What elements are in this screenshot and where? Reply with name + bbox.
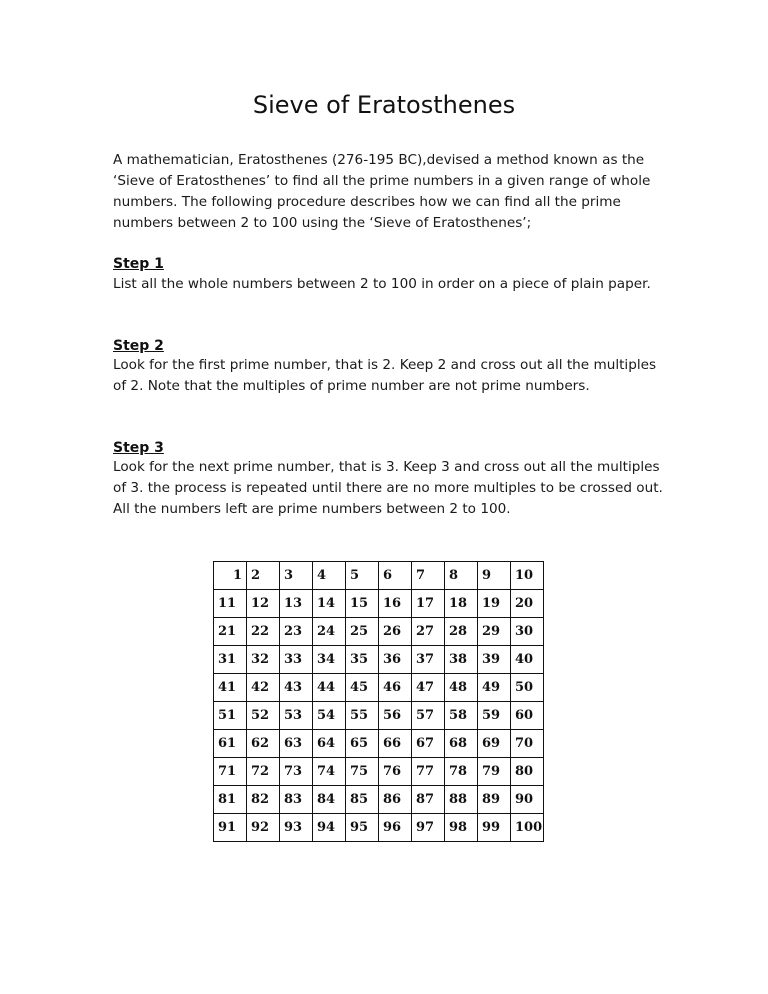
- grid-cell: 61: [214, 730, 247, 758]
- grid-cell: 69: [478, 730, 511, 758]
- step-3-heading: Step 3: [113, 440, 164, 456]
- grid-cell: 23: [280, 618, 313, 646]
- grid-row: [214, 786, 544, 814]
- grid-cell: 75: [346, 758, 379, 786]
- grid-cell: 39: [478, 646, 511, 674]
- grid-cell: 88: [445, 786, 478, 814]
- grid-cell: 47: [412, 674, 445, 702]
- grid-cell: 27: [412, 618, 445, 646]
- grid-cell: 54: [313, 702, 346, 730]
- grid-cell: 92: [247, 814, 280, 842]
- grid-cell: 95: [346, 814, 379, 842]
- grid-row: [214, 646, 544, 674]
- grid-cell: 7: [412, 562, 445, 590]
- grid-cell: 53: [280, 702, 313, 730]
- grid-cell: 83: [280, 786, 313, 814]
- grid-cell: 46: [379, 674, 412, 702]
- grid-cell: 76: [379, 758, 412, 786]
- grid-cell: 35: [346, 646, 379, 674]
- intro-paragraph: A mathematician, Eratosthenes (276-195 BC),devised a method known as the ‘Sieve of Eratosthenes’ to find all the prime numbers in a given range of whole numbers. The following procedure describes how we can find all the prime numbers between 2 to 100 using the ‘Sieve of Eratosthenes’;: [113, 152, 651, 231]
- grid-cell: 34: [313, 646, 346, 674]
- grid-cell: 91: [214, 814, 247, 842]
- grid-cell: 70: [511, 730, 544, 758]
- grid-cell: 64: [313, 730, 346, 758]
- grid-cell: 98: [445, 814, 478, 842]
- grid-cell: 87: [412, 786, 445, 814]
- step-1-body: List all the whole numbers between 2 to 100 in order on a piece of plain paper.: [113, 276, 651, 292]
- grid-cell: 51: [214, 702, 247, 730]
- grid-row: [214, 758, 544, 786]
- grid-cell: 59: [478, 702, 511, 730]
- grid-cell: 20: [511, 590, 544, 618]
- grid-cell: 26: [379, 618, 412, 646]
- grid-cell: 11: [214, 590, 247, 618]
- grid-cell: 5: [346, 562, 379, 590]
- grid-cell: 99: [478, 814, 511, 842]
- grid-cell: 38: [445, 646, 478, 674]
- grid-cell: 96: [379, 814, 412, 842]
- number-grid-body: [214, 562, 544, 842]
- grid-cell: 84: [313, 786, 346, 814]
- grid-cell: 45: [346, 674, 379, 702]
- grid-row: [214, 618, 544, 646]
- grid-cell: 9: [478, 562, 511, 590]
- grid-cell: 100: [511, 814, 544, 842]
- grid-cell: 2: [247, 562, 280, 590]
- grid-row: [214, 702, 544, 730]
- grid-cell: 62: [247, 730, 280, 758]
- grid-cell: 60: [511, 702, 544, 730]
- grid-cell: 16: [379, 590, 412, 618]
- grid-cell: 18: [445, 590, 478, 618]
- grid-cell: 77: [412, 758, 445, 786]
- grid-cell: 81: [214, 786, 247, 814]
- grid-cell: 71: [214, 758, 247, 786]
- grid-cell: 33: [280, 646, 313, 674]
- grid-cell: 57: [412, 702, 445, 730]
- grid-cell: 49: [478, 674, 511, 702]
- grid-cell: 48: [445, 674, 478, 702]
- grid-cell: 72: [247, 758, 280, 786]
- grid-row: [214, 590, 544, 618]
- grid-cell: 56: [379, 702, 412, 730]
- grid-cell: 25: [346, 618, 379, 646]
- grid-cell: 10: [511, 562, 544, 590]
- grid-row: [214, 814, 544, 842]
- document-title: Sieve of Eratosthenes: [252, 91, 516, 119]
- grid-cell: 17: [412, 590, 445, 618]
- grid-cell: 21: [214, 618, 247, 646]
- grid-cell: 66: [379, 730, 412, 758]
- grid-cell: 6: [379, 562, 412, 590]
- grid-cell: 15: [346, 590, 379, 618]
- grid-cell: 13: [280, 590, 313, 618]
- grid-cell: 94: [313, 814, 346, 842]
- grid-cell: 32: [247, 646, 280, 674]
- grid-cell: 80: [511, 758, 544, 786]
- grid-cell: 40: [511, 646, 544, 674]
- grid-cell: 42: [247, 674, 280, 702]
- grid-cell: 24: [313, 618, 346, 646]
- grid-cell: 73: [280, 758, 313, 786]
- grid-cell: 12: [247, 590, 280, 618]
- grid-row: [214, 730, 544, 758]
- grid-cell: 50: [511, 674, 544, 702]
- grid-cell: 37: [412, 646, 445, 674]
- step-1-heading: Step 1: [113, 256, 164, 272]
- grid-cell: 65: [346, 730, 379, 758]
- grid-cell: 67: [412, 730, 445, 758]
- grid-cell: 97: [412, 814, 445, 842]
- step-2-heading: Step 2: [113, 338, 164, 354]
- grid-cell: 28: [445, 618, 478, 646]
- step-3-body: Look for the next prime number, that is 3. Keep 3 and cross out all the multiples of 3. the process is repeated until there are no more multiples to be crossed out. All the numbers left are prime numbers between 2 to 100.: [113, 459, 663, 517]
- grid-cell: 22: [247, 618, 280, 646]
- grid-cell: 78: [445, 758, 478, 786]
- grid-cell: 44: [313, 674, 346, 702]
- grid-cell: 86: [379, 786, 412, 814]
- grid-cell: 19: [478, 590, 511, 618]
- grid-cell: 52: [247, 702, 280, 730]
- grid-cell: 74: [313, 758, 346, 786]
- grid-cell: 58: [445, 702, 478, 730]
- grid-cell: 43: [280, 674, 313, 702]
- grid-cell: 55: [346, 702, 379, 730]
- grid-cell: 68: [445, 730, 478, 758]
- step-2-body: Look for the first prime number, that is 2. Keep 2 and cross out all the multiples of 2. Note that the multiples of prime number are not prime numbers.: [113, 357, 657, 394]
- grid-cell: 8: [445, 562, 478, 590]
- grid-cell: 4: [313, 562, 346, 590]
- grid-cell: 30: [511, 618, 544, 646]
- grid-cell: 41: [214, 674, 247, 702]
- grid-cell: 85: [346, 786, 379, 814]
- grid-cell: 82: [247, 786, 280, 814]
- grid-cell: 3: [280, 562, 313, 590]
- grid-cell: 1: [214, 562, 247, 590]
- grid-cell: 79: [478, 758, 511, 786]
- number-grid: [213, 561, 544, 842]
- grid-cell: 29: [478, 618, 511, 646]
- grid-cell: 14: [313, 590, 346, 618]
- grid-cell: 36: [379, 646, 412, 674]
- grid-cell: 89: [478, 786, 511, 814]
- grid-cell: 93: [280, 814, 313, 842]
- grid-row: [214, 674, 544, 702]
- grid-cell: 63: [280, 730, 313, 758]
- grid-cell: 90: [511, 786, 544, 814]
- grid-cell: 31: [214, 646, 247, 674]
- grid-row: [214, 562, 544, 590]
